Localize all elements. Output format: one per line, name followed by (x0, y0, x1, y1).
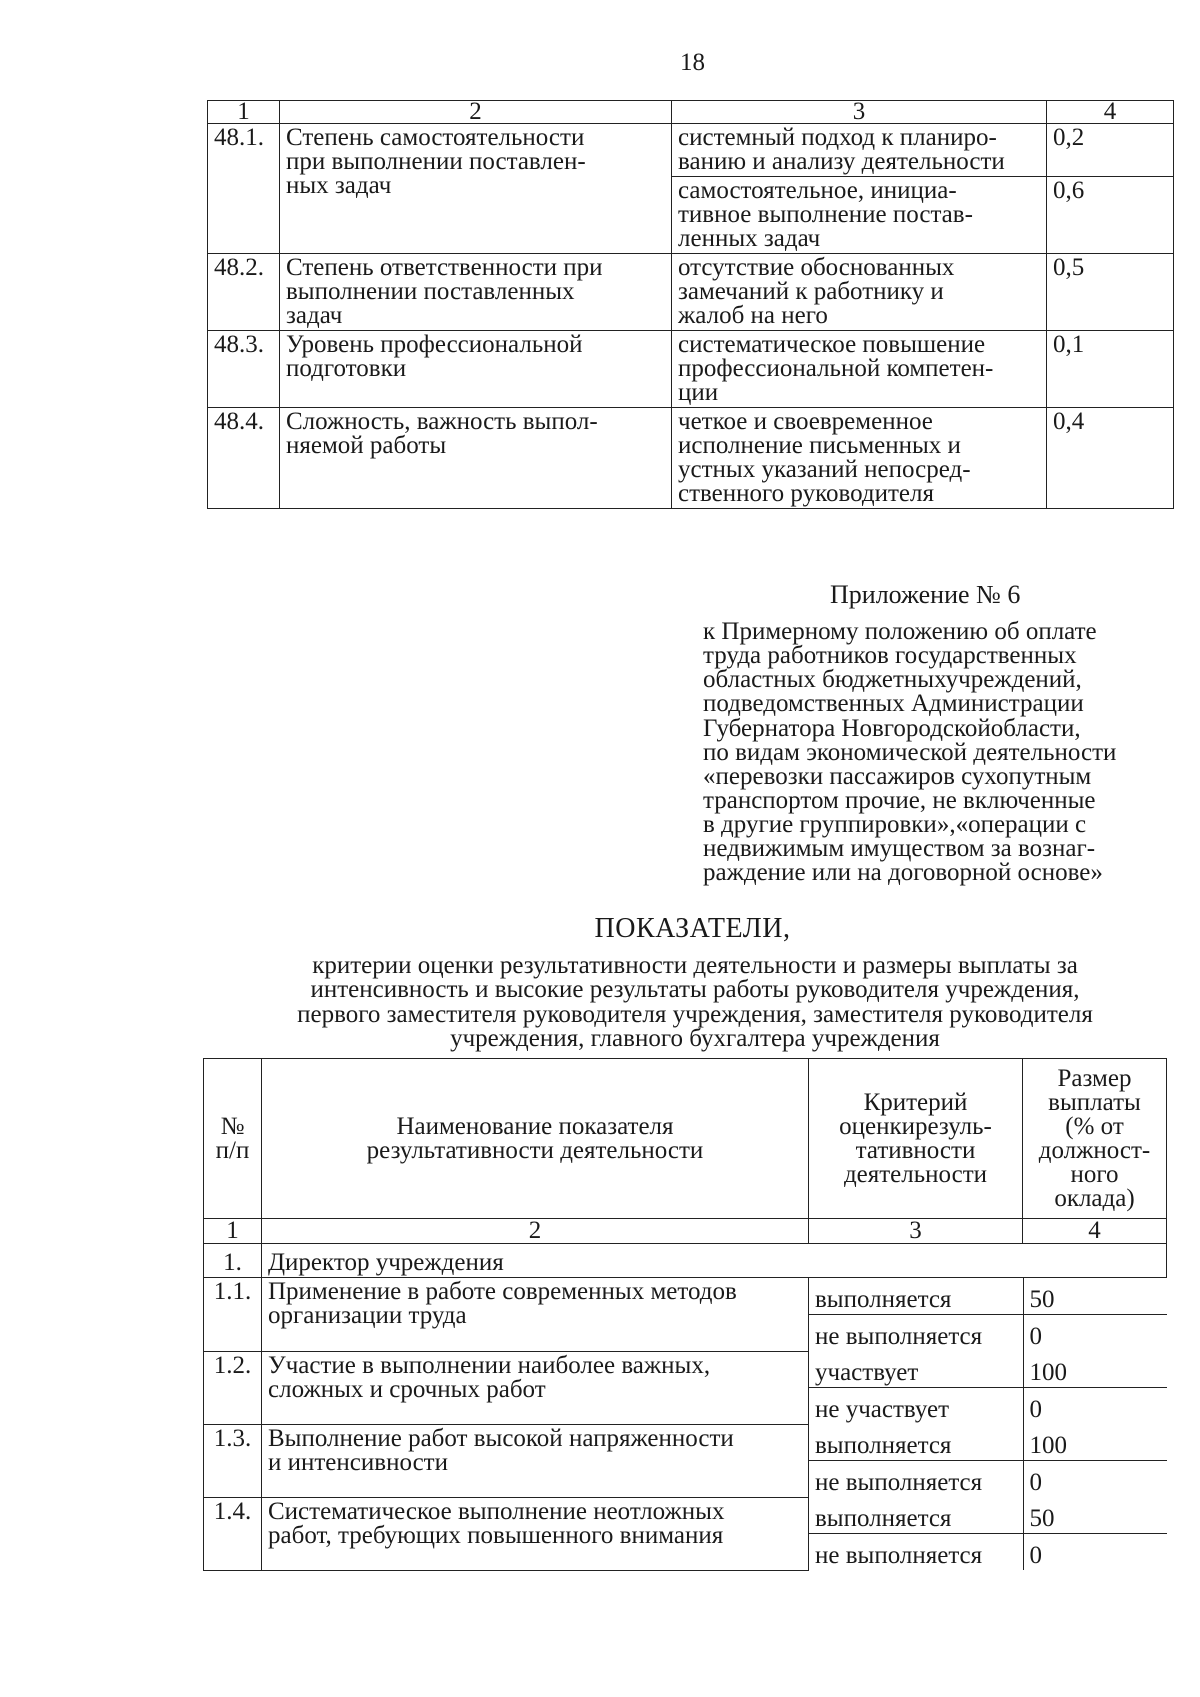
indicator-name: Применение в работе современных методов организации труда (262, 1278, 809, 1352)
appendix-title: Приложение № 6 (830, 580, 1021, 609)
criteria-cell (809, 1278, 1167, 1352)
criterion-value: 0,6 (1047, 177, 1174, 254)
criteria-cell (809, 1497, 1167, 1570)
payment-value: 50 (1023, 1497, 1167, 1534)
criterion-text: выполняется (809, 1497, 1023, 1534)
section-number: 1. (204, 1244, 262, 1278)
table-row (204, 1351, 1167, 1424)
table-row (208, 254, 1174, 331)
indicator-name: Выполнение работ высокой напряженности и интенсивности (262, 1424, 809, 1497)
row-number: 48.4. (208, 408, 280, 509)
row-number: 48.1. (208, 124, 280, 254)
criteria-cell (809, 1424, 1167, 1497)
criterion-text: четкое и своевременное исполнение письменных и устных указаний непосред- ственного руководителя (672, 408, 1047, 509)
criterion-text: отсутствие обоснованных замечаний к работнику и жалоб на него (672, 254, 1047, 331)
criterion-text: выполняется (809, 1424, 1023, 1461)
criteria-subtable (809, 1497, 1167, 1570)
section-row (204, 1244, 1167, 1278)
criterion-text: не выполняется (815, 1323, 983, 1350)
row-number: 48.3. (208, 331, 280, 408)
column-number-row (204, 1219, 1167, 1244)
criterion-value: 0,2 (1047, 124, 1174, 177)
column-number: 1 (208, 101, 280, 124)
column-number: 2 (262, 1219, 809, 1244)
indicators-table (203, 1058, 1167, 1571)
indicator-name: Уровень профессиональной подготовки (280, 331, 672, 408)
criterion-row (809, 1315, 1167, 1352)
criterion-row (809, 1424, 1167, 1461)
criteria-table-continuation (207, 100, 1174, 509)
table-row (208, 124, 1174, 177)
criteria-subtable (809, 1278, 1167, 1351)
column-number: 2 (280, 101, 672, 124)
criterion-text: выполняется (809, 1278, 1023, 1315)
payment-value: 100 (1023, 1424, 1167, 1461)
criterion-text: самостоятельное, инициа- тивное выполнение постав- ленных задач (672, 177, 1047, 254)
row-number: 1.1. (204, 1278, 262, 1352)
header-payment-size: Размер выплаты (% от должност- ного оклада) (1023, 1059, 1167, 1219)
payment-value: 0 (1023, 1315, 1167, 1352)
criterion-row (809, 1461, 1167, 1498)
page-number: 18 (680, 49, 705, 76)
table-header-row (204, 1059, 1167, 1219)
criteria-subtable (809, 1351, 1167, 1424)
indicator-name: Степень ответственности при выполнении поставленных задач (280, 254, 672, 331)
criterion-value: 0,1 (1047, 331, 1174, 408)
payment-value: 100 (1023, 1351, 1167, 1388)
document-heading: ПОКАЗАТЕЛИ, (594, 913, 791, 944)
criterion-text: системный подход к планиро- ванию и анализу деятельности (672, 124, 1047, 177)
payment-value: 0 (1023, 1461, 1167, 1498)
column-number-row (208, 101, 1174, 124)
row-number: 1.3. (204, 1424, 262, 1497)
criterion-row (809, 1388, 1167, 1425)
column-number: 4 (1047, 101, 1174, 124)
criterion-row (809, 1351, 1167, 1388)
criteria-subtable (809, 1424, 1167, 1497)
column-number: 1 (204, 1219, 262, 1244)
criterion-value: 0,5 (1047, 254, 1174, 331)
row-number: 1.4. (204, 1497, 262, 1570)
indicator-name: Систематическое выполнение неотложных работ, требующих повышенного внимания (262, 1497, 809, 1570)
header-criterion: Критерий оценкирезуль- тативности деятельности (809, 1059, 1023, 1219)
table-row (208, 408, 1174, 509)
criterion-row (809, 1278, 1167, 1315)
column-number: 3 (809, 1219, 1023, 1244)
criteria-cell (809, 1351, 1167, 1424)
criterion-text: не выполняется (815, 1469, 983, 1496)
criterion-text: систематическое повышение профессиональной компетен- ции (672, 331, 1047, 408)
header-indicator-name: Наименование показателя результативности деятельности (262, 1059, 809, 1219)
indicator-name: Степень самостоятельности при выполнении поставлен- ных задач (280, 124, 672, 254)
table-row (204, 1278, 1167, 1352)
column-number: 3 (672, 101, 1047, 124)
section-title: Директор учреждения (262, 1244, 1167, 1278)
criterion-text: не участвует (815, 1396, 950, 1423)
payment-value: 0 (1023, 1388, 1167, 1425)
column-number: 4 (1023, 1219, 1167, 1244)
criterion-row (809, 1497, 1167, 1534)
criterion-text: участвует (809, 1351, 1023, 1388)
row-number: 1.2. (204, 1351, 262, 1424)
appendix-reference-text: к Примерному положению об оплате труда работников государственных областных бюджетныхучреждений, подведомственных Администрации Губернатора Новгородскойобласти, по видам экономической деятельности «перевозки пассажиров сухопутным транспортом прочие, не включенные в другие группировки»,«операции с недвижимым имуществом за вознаг- раждение или на договорной основе» (703, 618, 1117, 887)
table-row (208, 331, 1174, 408)
row-number: 48.2. (208, 254, 280, 331)
indicator-name: Сложность, важность выпол- няемой работы (280, 408, 672, 509)
document-subheading: критерии оценки результативности деятельности и размеры выплаты за интенсивность и высокие результаты работы руководителя учреждения, первого заместителя руководителя учреждения, заместителя руководителя учреждения, главного бухгалтера учреждения (297, 952, 1093, 1052)
criterion-value: 0,4 (1047, 408, 1174, 509)
payment-value: 0 (1023, 1534, 1167, 1571)
table-row (204, 1424, 1167, 1497)
header-number: № п/п (204, 1059, 262, 1219)
payment-value: 50 (1023, 1278, 1167, 1315)
criterion-row (809, 1534, 1167, 1571)
table-row (204, 1497, 1167, 1570)
criterion-text: не выполняется (815, 1542, 983, 1569)
indicator-name: Участие в выполнении наиболее важных, сложных и срочных работ (262, 1351, 809, 1424)
